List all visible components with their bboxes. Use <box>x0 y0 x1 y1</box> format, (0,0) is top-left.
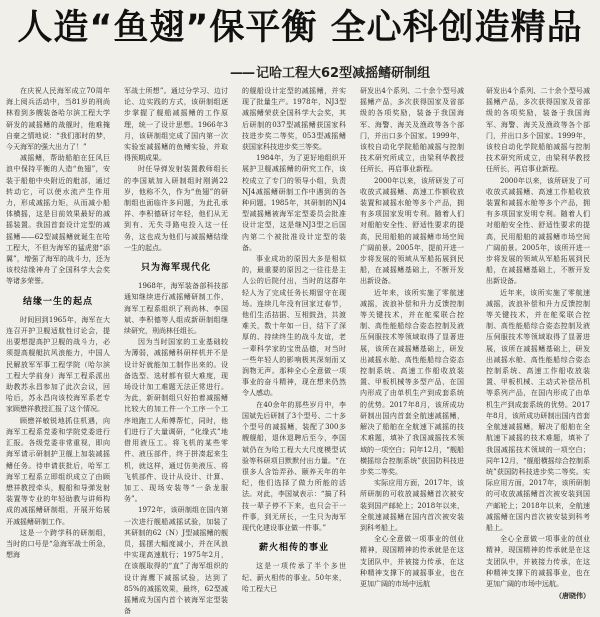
paragraph: 近年来，该所实施了零航速减摇，波浪补偿和升力反馈控制等关键技术，并在舵桨联合控制、高性能船综合姿态控制及液压伺服技术等领域取得了显著进展，该所在减摇鳍基础上，研发出减摇水舱、高性能船综合姿态控制系统、高速工作船收放装置、甲板机械、主动式补偿吊机等系列产品，在国内形成了由单机生产到成套系统的优势。2017年8月，该所成功研制出国内首套全航速减摇鳍，解决了船舶在全航速下减摇的技术难题，填补了我国减摇技术领域的一项空白；同年12月，“舰船横摇综合控制系统”获国防科技进步奖二等奖。实际应用方面，2017年，该所研制的可收放减摇鳍首次被安装到国产邮轮上；2018年以来，全航速减摇鳍在国内首次被安装到科考船上。 <box>486 288 590 532</box>
subtitle <box>230 62 430 81</box>
article-column-4 <box>360 86 464 588</box>
paragraph: 顾懋祥敏锐地抓住机遇，向海军工程系党委和学院党委进行汇报。各级党委非常重视，即向海军请示研制护卫舰上加装减摇鳍任务。待申请获批后，哈军工海军工程系立即组织成立了由顾懋祥教授牵头，舰船和导弹发射装置等专业的年轻助教与讲师构成的减摇鳍研制组，开展开始展开减摇鳍研制工作。 <box>6 416 110 526</box>
paragraph: 在庆祝人民海军成立70周年海上阅兵活动中，当81岁的刑尚林看到多艘装备哈尔滨工程大学研发的减摇鳍的战舰时，他难掩自豪之情地说：“我们那时的梦，今天海军的强大出力了！” <box>6 87 110 152</box>
section-heading-2: 只为海军现代化 <box>140 263 211 274</box>
subtitle-text: 记哈工程大62型减摇鳍研制组 <box>256 66 431 81</box>
paragraph: 近年来，该所实施了零航速减摇，波浪补偿和升力反馈控制等关键技术，并在舵桨联合控制、高性能船综合姿态控制及液压伺服技术等领域取得了显著进展，该所在减摇鳍基础上，研发出减摇水舱、高性能船综合姿态控制系统、高速工作船收放装置、甲板机械等多型产品，在国内形成了由单机生产到成套系统的优势。2017年8月，该所成功研制出国内首套全航速减摇鳍，解决了船舶在全航速下减摇的技术难题，填补了我国减摇技术领域的一项空白；同年12月，“舰船横摇综合控制系统”获国防科技进步奖二等奖。 <box>360 288 464 476</box>
paragraph: 2000年以来，该所研发了可收放式减摇鳍、高速工作额收放装置和减摇水舱等多个产品，拥有多项国家发明专利。随着人们对船舶安全性、舒适性要求的提高，民用船舶的减摇鳍市场空间广阔前景。2005年，提前开进一步将发展的领域从军船拓展到民船，在减摇鳍基础上，不断开发出新设备。 <box>360 176 464 286</box>
article-column-3 <box>242 86 346 593</box>
paragraph: 在40余年的那些岁月中，李国斌先后研制了3个型号、二十多个型号的减摇鳍，装配了300多艘舰船，退休退聘后至今，李国斌仍在为哈工程大大尺度模型试验等科研项目默默付出力量。“在很多人含饴弄孙、颐养天年的年纪，他们选择了做力所能的活法。对此，李国斌表示：“搞了科技一辈子停不下来，也只会干一件事，到无所长，一生只为海军现代化建设事业做一件事。” <box>242 400 346 532</box>
paragraph: 1984年，为了更好地组织开展护卫舰减摇鳍的研究工作，该校成立了专门的领导小组，负责NJ4减摇鳍研制工作中遇到的各种问题。1985年，其研制的NJ4型减摇鳍被海军定型委员会批准设计定型，这是继NJ3型之后国内第二个被批准设计定型的装备。 <box>242 154 346 252</box>
article-column-2 <box>124 86 228 616</box>
paragraph: 这是一项传承了半个多世纪、薪火相传的事业。50年来，哈工程大已 <box>242 562 346 593</box>
paragraph: 全心全意做一项事业的创业精神，现国精神的传承就是在这支团队中，并被接力传承，在这种精神支撑下的减摇事业，也在更加广阔的市场中远航。 <box>486 535 590 588</box>
paragraph: 时间回到1965年，海军在大连召开护卫舰适航性讨论会，提出要想提高护卫舰的战斗力，必须提高舰艇抗风浪能力，中国人民解放军军事工程学院（哈尔滨工程大学前身）海军工程系派出助教苏永昌参加了此次会议，回哈后，苏永昌向该校海军系老专家顾懋祥教授汇报了这个情况。 <box>6 315 110 414</box>
subtitle-dash: —— <box>230 66 254 81</box>
paragraph: 全心全意做一项事业的创业精神，现国精神的传承就是在这支团队中，并被接力传承，在这种精神支撑下的减摇事业，也在更加广阔的市场中远航 <box>360 535 464 588</box>
section-heading-3: 薪火相传的事业 <box>258 543 329 554</box>
paragraph: 的舰船设计定型的减摇鳍，并实现了批量生产。1978年，NJ3型减摇鳍荣获全国科学大会奖，其后研制的037型减摇鳍获国家科技进步奖二等奖，053型减摇鳍获国家科技进步奖三等奖。 <box>242 87 346 152</box>
paragraph: 实际应用方面，2017年，该所研制的可收放减摇鳍首次被安装到国产邮轮上；2018年以来，全航速减摇鳍在国内首次被安装到科考船上。 <box>360 479 464 532</box>
paragraph: 事业成功的原因大多是相似的，最重要的原因之一往往是主人公的后院付出，当时的这群年轻人为了完成任务长期留守在现场。连续几年没有回家过春节，他们生活拮据、互相鼓劲，共渡难关，数十年如一日，结下了深厚的、持续终生的战斗友谊，老一辈科学家的宝贵品德，对当时一些年轻人的影响极其深刻而又润物无声。那种全心全意做一项事业的奋斗精神，现在想来仍然令人感动。 <box>242 255 346 398</box>
article-column-1 <box>6 86 110 560</box>
article-column-5 <box>486 86 590 601</box>
paragraph: 这是一个跨学科的研制组，当时的口号是“急海军战士所急，想海 <box>6 528 110 560</box>
paragraph: 因为当时国家的工业基础较为薄弱，减摇鳍科研样机并不是设计好就能加工制作出来的。设备选型、选材都有很大难度，现场设计加工难题无法正常进行。为此，新研制组只好拍着减摇鳍比较大的加工件一个工序一个工序地跑工人师傅帮忙，同时，他们进行了大量调研，“化缘式”地借用液压工。将飞机的某些零件、液压部件，终于拼凑起来生机，就这样，通过仿美液压、将飞机部件、设计从设计、计算、加工、现场安装等“一条龙服务”。 <box>124 338 228 504</box>
headline: 人造“鱼翅”保平衡 全心科创造精品 <box>17 8 583 48</box>
paragraph: 2000年以来，该所研发了可收放式减摇鳍、高速工作船收放装置和减摇水舱等多个产品，拥有多项国家发明专利。随着人们对船舶安全性、舒适性要求的提高，民用船舶的减摇鳍市场空间广阔前景。2005年，该所开进一步将发展的领域从军船拓展到民船，在减摇鳍基础上，不断开发出新设备。 <box>486 176 590 286</box>
paragraph: 时任导弹发射装置教师组长的李国斌加入研制组时刚满22岁，他称不久，作为“鱼翅”的研制组也面临许多问题，为此孔承祥、李积德研讨年轻，他们从无到有、无失寻路电投入这一任务，这也成为他们与减摇鳍结缘一生的起点。 <box>124 165 228 252</box>
paragraph: 1968年，海军装备部科技部通知继续进行减摇鳍研制工作，海军工程系组织了刑尚林、李国斌、李积德等人组成新研制组继续研究，刑尚林任组长。 <box>124 282 228 336</box>
paragraph: 减摇鳍，帮助船舶在狂风巨浪中保持平衡的人造“鱼翅”，安装于船舶中央附近的舭部，通过转动它，可以使水流产生作用力，形成减摇力矩，从而减小船体横摇，这是目前效果最好的减摇装置。我国首套设计定型的减摇鳍——62型减摇鳍就诞生在哈工程大，不但为海军的猛虎猎“添翼”，增强了海军的战斗力，还为该校结缘神舟了全国科学大会奖等诸多荣誉。 <box>6 154 110 286</box>
paragraph: 研发出4个系列、二十余个型号减摇鳍产品，多次获得国家及省部级的各项奖励，装备于我国海军、海警、海关及渔政等各个部门，并出口多个国家。1999年，该校自动化学院船舶减摇与控制技术研究所成立，由梁利华教授任所长，再启事业新程。 <box>486 87 590 174</box>
paragraph: 军战士所想”。通过分学习、边讨论、边实践的方式，该研制组逐步掌握了舰船减摇鳍的工作原理，统一了设计思想。1966年3月，该研制组完成了国内第一次实验室减摇鳍的鱼鳍实验，并取得预期成果。 <box>124 87 228 163</box>
paragraph: 1972年，该研制组在国内第一次进行舰船减摇试验，加装了其研制的62（N）J型减摇鳍的舰员，摇摆大幅度减小，并在风浪中实现高速航行；1975年2月，在该舰取得的“直”了海军组织的设计海鹰下减摇试验，达到了85%的减摇效果，最终，62型减摇鳍成为国内首个被海军定型装备 <box>124 506 228 616</box>
section-heading-1: 结缘一生的起点 <box>22 296 93 307</box>
paragraph: 研发出4个系列、二十余个型号减摇鳍产品，多次获得国家及省部级的各项奖励，装备于我国海军、海警、海关及渔政等各个部门，并出口多个国家。1999年，该校自动化学院船舶减摇与控制技术研究所成立，由梁利华教授任所长，再启事业新程。 <box>360 87 464 174</box>
byline: （唐晓伟） <box>555 591 590 601</box>
